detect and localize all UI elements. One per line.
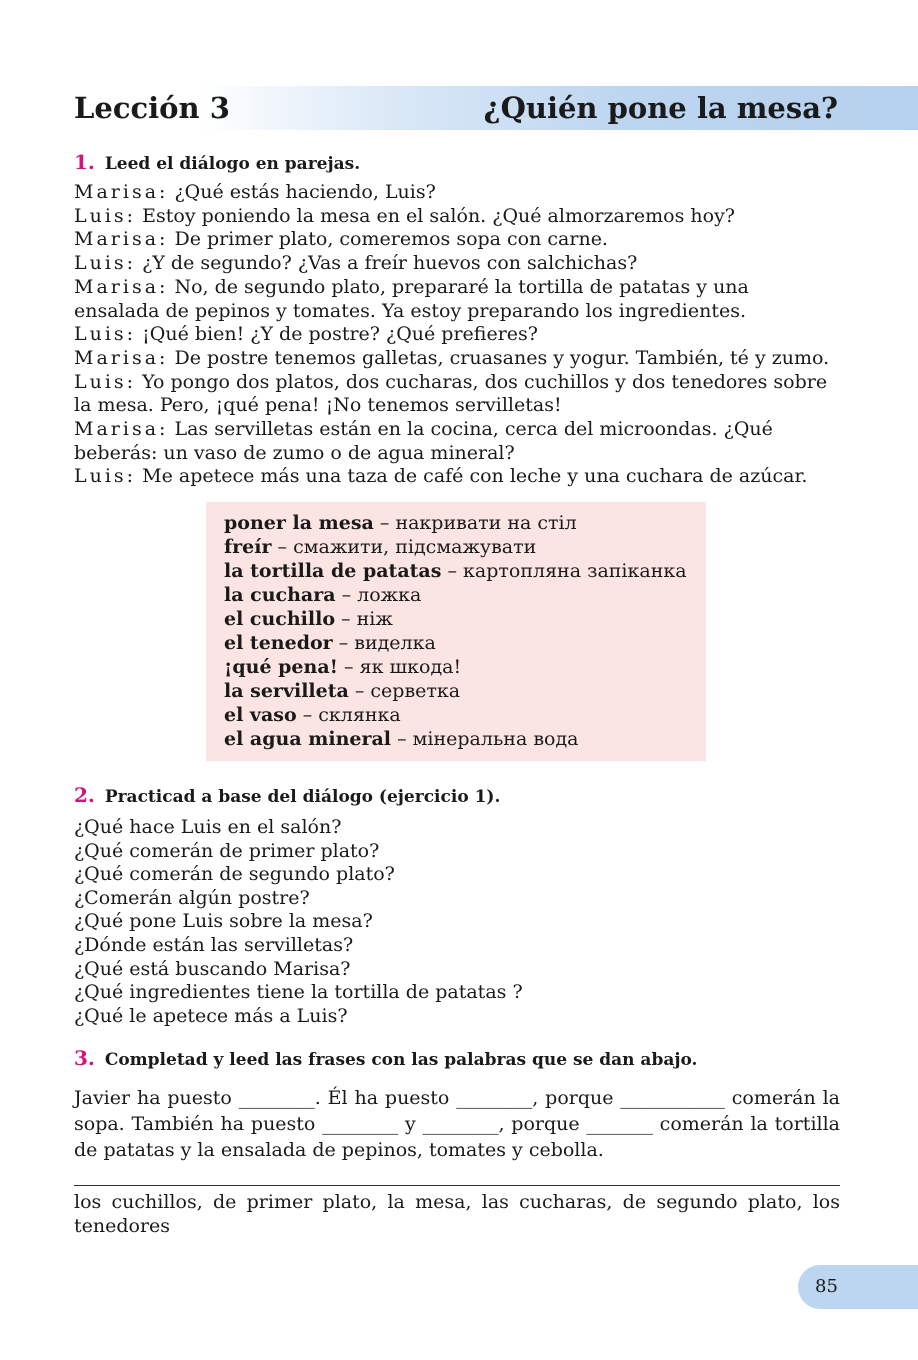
question: ¿Qué comerán de primer plato? xyxy=(74,839,380,862)
dialogue-line xyxy=(74,228,840,252)
speaker-name: Marisa: xyxy=(74,181,169,203)
word-bank: los cuchillos, de primer plato, la mesa, las cucharas, de segundo plato, los tenedores xyxy=(74,1191,840,1237)
ukrainian-translation: ніж xyxy=(356,608,393,630)
ukrainian-translation: серветка xyxy=(370,680,461,702)
speaker-name: Luis: xyxy=(74,323,137,346)
lesson-title: ¿Quién pone la mesa? xyxy=(483,91,838,125)
vocabulary-entry xyxy=(224,703,706,727)
dialogue-line xyxy=(74,252,840,276)
ukrainian-translation: як шкода! xyxy=(359,656,462,678)
spanish-term: ¡qué pena! xyxy=(224,656,338,678)
dialogue-line xyxy=(74,465,840,489)
speaker-name: Luis: xyxy=(74,370,137,393)
separator: – xyxy=(441,560,464,582)
vocabulary-entry xyxy=(224,559,706,583)
dialogue-text: Me apetece más una taza de café con leche y una cuchara de azúcar. xyxy=(142,465,808,488)
exercise-2-heading xyxy=(74,784,840,808)
separator: – xyxy=(348,680,371,702)
spanish-term: el agua mineral xyxy=(224,728,392,750)
speaker-name: Luis: xyxy=(74,252,137,275)
exercise-instruction: Leed el diálogo en parejas. xyxy=(104,154,361,174)
question: ¿Qué comerán de segundo plato? xyxy=(74,863,395,886)
ukrainian-translation: картопляна запіканка xyxy=(463,560,687,582)
speaker-name: Marisa: xyxy=(74,418,169,441)
exercise-instruction: Practicad a base del diálogo (ejercicio 1). xyxy=(104,787,501,807)
vocabulary-entry xyxy=(224,511,706,535)
ukrainian-translation: склянка xyxy=(318,704,401,726)
separator: – xyxy=(391,728,413,750)
exercise-1 xyxy=(74,151,840,489)
speaker-name: Marisa: xyxy=(74,346,169,369)
dialogue-line xyxy=(74,323,840,347)
separator: – xyxy=(332,632,355,654)
separator: – xyxy=(335,608,357,630)
exercise-number: 3. xyxy=(74,1046,95,1070)
vocabulary-entry xyxy=(224,679,706,703)
exercise-3 xyxy=(74,1047,840,1163)
vocabulary-entry xyxy=(224,631,706,655)
separator: – xyxy=(296,704,319,726)
separator: – xyxy=(335,584,358,606)
question: ¿Dónde están las servilletas? xyxy=(74,933,354,956)
vocabulary-entry xyxy=(224,535,706,559)
spanish-term: poner la mesa xyxy=(224,512,374,534)
speaker-name: Marisa: xyxy=(74,228,169,251)
dialogue-text: Las servilletas están en la cocina, cerca del microondas. ¿Qué beberás: un vaso de zumo o de agua mineral? xyxy=(74,418,773,464)
dialogue-text: Estoy poniendo la mesa en el salón. ¿Qué almorzaremos hoy? xyxy=(142,204,735,227)
speaker-name: Luis: xyxy=(74,465,137,488)
separator: – xyxy=(271,536,294,558)
exercise-number: 1. xyxy=(74,150,95,174)
spanish-term: el tenedor xyxy=(224,632,333,654)
spanish-term: freír xyxy=(224,536,272,558)
question: ¿Qué está buscando Marisa? xyxy=(74,957,351,980)
dialogue xyxy=(74,181,840,489)
dialogue-text: De postre tenemos galletas, cruasanes y yogur. También, té y zumo. xyxy=(174,346,830,369)
ukrainian-translation: накривати на стіл xyxy=(395,512,577,534)
question: ¿Qué le apetece más a Luis? xyxy=(74,1004,348,1027)
speaker-name: Marisa: xyxy=(74,275,169,298)
question: ¿Qué pone Luis sobre la mesa? xyxy=(74,910,373,933)
dialogue-line xyxy=(74,205,840,229)
dialogue-text: ¿Qué estás haciendo, Luis? xyxy=(174,181,436,203)
ukrainian-translation: смажити, підсмажувати xyxy=(293,536,537,558)
spanish-term: la cuchara xyxy=(224,584,336,606)
dialogue-line xyxy=(74,347,840,371)
spanish-term: el cuchillo xyxy=(224,608,336,630)
dialogue-text: Yo pongo dos platos, dos cucharas, dos cuchillos y dos tenedores sobre la mesa. Pero, ¡qué pena! ¡No tenemos servilletas! xyxy=(74,370,828,417)
exercise-3-heading xyxy=(74,1047,840,1071)
separator: – xyxy=(373,512,396,534)
vocabulary-entry xyxy=(224,655,706,679)
vocabulary-box xyxy=(206,502,706,761)
dialogue-text: ¿Y de segundo? ¿Vas a freír huevos con salchichas? xyxy=(142,252,638,275)
exercise-number: 2. xyxy=(74,783,95,807)
dialogue-line xyxy=(74,418,840,465)
dialogue-line xyxy=(74,276,840,323)
ukrainian-translation: виделка xyxy=(354,632,436,654)
question-list xyxy=(74,816,840,1028)
exercise-2 xyxy=(74,784,840,1028)
exercise-instruction: Completad y leed las frases con las palabras que se dan abajo. xyxy=(104,1050,698,1070)
dialogue-text: ¡Qué bien! ¿Y de postre? ¿Qué prefieres? xyxy=(142,323,538,346)
ukrainian-translation: мінеральна вода xyxy=(412,728,579,750)
spanish-term: la tortilla de patatas xyxy=(224,560,442,582)
question: ¿Comerán algún postre? xyxy=(74,886,310,909)
dialogue-text: De primer plato, comeremos sopa con carne. xyxy=(174,228,608,251)
vocabulary-entry xyxy=(224,583,706,607)
dialogue-line xyxy=(74,371,840,418)
speaker-name: Luis: xyxy=(74,204,137,227)
spanish-term: el vaso xyxy=(224,704,297,726)
separator: – xyxy=(337,656,360,678)
lesson-label: Lección 3 xyxy=(74,91,230,125)
spanish-term: la servilleta xyxy=(224,680,349,702)
vocabulary-entry xyxy=(224,727,706,751)
exercise-1-heading xyxy=(74,151,840,175)
dialogue-line xyxy=(74,181,840,205)
ukrainian-translation: ложка xyxy=(357,584,422,606)
page-number: 85 xyxy=(815,1276,838,1297)
vocabulary-entry xyxy=(224,607,706,631)
fill-in-text: Javier ha puesto ________. Él ha puesto ________, porque ___________ comerán la sopa. También ha puesto ________ y ________, porque _______ comerán la tortilla de patatas y la ensalada de pepinos, tomates y cebolla. xyxy=(74,1087,840,1161)
divider xyxy=(74,1185,840,1186)
question: ¿Qué hace Luis en el salón? xyxy=(74,816,342,838)
question: ¿Qué ingredientes tiene la tortilla de patatas ? xyxy=(74,981,523,1004)
dialogue-text: No, de segundo plato, prepararé la tortilla de patatas y una ensalada de pepinos y tomates. Ya estoy preparando los ingredientes. xyxy=(74,275,749,322)
